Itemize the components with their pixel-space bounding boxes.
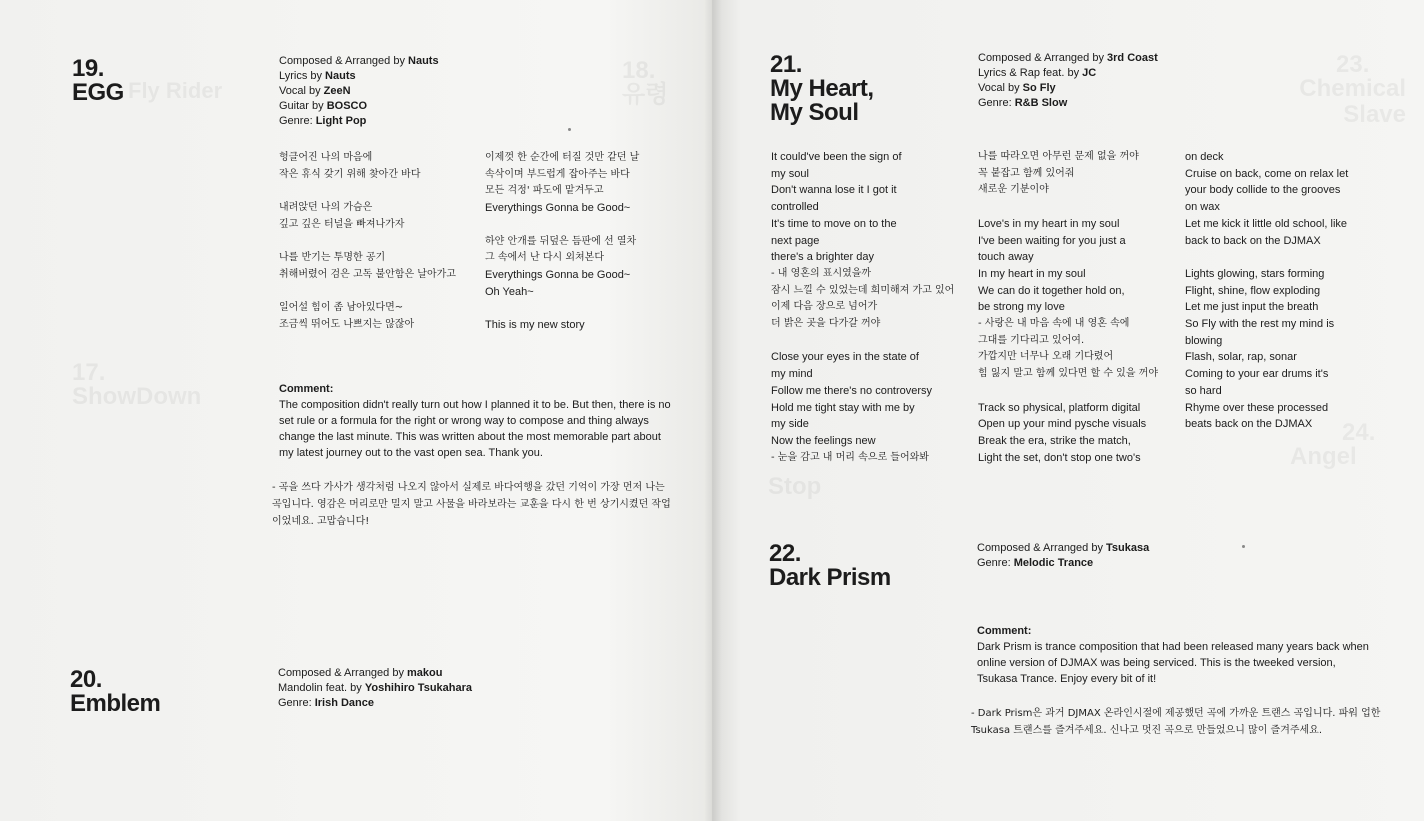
lyric-line: 그 속에서 난 다시 외쳐본다 (485, 252, 604, 264)
credit-line (977, 556, 1357, 571)
lyric-line: 힘 잃지 말고 함께 있다면 할 수 있을 꺼야 (978, 368, 1158, 380)
lyric-line: - 내 영혼의 표시였을까 (771, 267, 872, 279)
watermark-title: ShowDown (72, 383, 202, 410)
lyric-line: Hold me tight stay with me by (771, 401, 915, 414)
lyric-line: 이제껏 한 순간에 터질 것만 같던 날 (485, 152, 640, 163)
lyric-gap (1185, 249, 1385, 266)
lyric-line: Open up your mind pysche visuals (978, 418, 1147, 431)
credit-value: Melodic Trance (1013, 557, 1094, 569)
lyrics-column (771, 149, 971, 466)
watermark-number: 18. (622, 57, 656, 84)
lyric-line: Close your eyes in the state of (771, 351, 919, 364)
credit-label: Vocal by (279, 85, 324, 97)
lyric-line: on deck (1185, 151, 1224, 163)
credit-label: Genre: (978, 97, 1015, 109)
track-heading (72, 57, 124, 105)
lyric-line: 헝클어진 나의 마음에 (279, 152, 373, 163)
lyric-line: It could've been the sign of (771, 151, 902, 163)
lyric-line: Lights glowing, stars forming (1185, 267, 1325, 280)
credit-label: Composed & Arranged by (977, 542, 1107, 554)
lyric-line: 작은 휴식 갖기 위해 찾아간 바다 (279, 168, 421, 180)
lyric-line: 하얀 안개를 뒤덮은 듬판에 선 열차 (485, 235, 637, 247)
credit-value: BOSCO (326, 100, 368, 112)
watermark-title: Angel (1290, 443, 1357, 470)
lyric-line: so hard (1185, 384, 1222, 397)
credit-value: R&B Slow (1014, 97, 1068, 109)
lyric-line: next page (771, 234, 820, 247)
track-heading (70, 668, 160, 716)
lyric-gap (771, 333, 971, 350)
credit-value: JC (1082, 67, 1097, 79)
track-comment (279, 381, 671, 461)
track-credits (977, 541, 1357, 571)
lyric-gap (279, 183, 479, 200)
credit-value: Nauts (408, 55, 439, 67)
track-title: Dark Prism (769, 564, 891, 591)
lyric-line: beats back on the DJMAX (1185, 418, 1313, 431)
credit-value: Nauts (325, 70, 356, 82)
credit-value: ZeeN (323, 85, 351, 97)
lyric-line: I've been waiting for you just a (978, 234, 1126, 247)
lyric-line: 깊고 깊은 터널을 빠져나가자 (279, 218, 405, 230)
lyric-line: Don't wanna lose it I got it (771, 184, 897, 197)
watermark-number: 24. (1342, 419, 1376, 446)
comment-text-ko: - 곡을 쓰다 가사가 생각처럼 나오지 않아서 실제로 바다여행을 갔던 기억이 가장 먼저 나는 곡입니다. 영감은 머리로만 밀지 말고 사물을 바라보라는 교훈을 다시 한 번 상기시켰던 작업이었네요. 고맙습니다! (272, 482, 671, 527)
lyric-line: Everythings Gonna be Good~ (485, 268, 631, 281)
decorative-dot (568, 128, 571, 131)
lyric-line: be strong my love (978, 301, 1065, 314)
lyric-line: Let me just input the breath (1185, 301, 1319, 314)
lyric-line: 더 밝은 곳을 다가갈 꺼야 (771, 318, 881, 330)
lyrics-column (1185, 149, 1385, 433)
lyric-line: We can do it together hold on, (978, 284, 1125, 297)
lyric-line: there's a brighter day (771, 251, 874, 264)
lyric-line: my mind (771, 368, 813, 381)
track-title: Emblem (70, 690, 161, 717)
lyric-line: 모든 걱정' 파도에 맡겨두고 (485, 185, 604, 197)
lyric-line: Oh Yeah~ (485, 285, 534, 298)
lyric-gap (485, 300, 685, 317)
lyric-line: 조금씩 뛰어도 나쁘지는 않잖아 (279, 318, 415, 330)
watermark-title: Chemical Slave (1299, 75, 1406, 128)
credit-line (279, 84, 659, 99)
lyric-line: 내려앉던 나의 가슴은 (279, 202, 373, 214)
comment-heading: Comment: (279, 383, 334, 395)
lyric-line: Track so physical, platform digital (978, 401, 1141, 414)
track-title-line: My Soul (770, 99, 859, 126)
lyric-line: Let me kick it little old school, like (1185, 217, 1348, 230)
track-title-line: My Heart, (770, 75, 874, 102)
track-heading (770, 53, 874, 125)
lyric-line: Love's in my heart in my soul (978, 217, 1120, 230)
lyric-line: 새로운 기분이야 (978, 184, 1049, 196)
credit-label: Composed & Arranged by (279, 55, 409, 67)
track-number: 20. (70, 666, 102, 693)
lyric-line: blowing (1185, 334, 1223, 347)
booklet-page-right (712, 0, 1424, 821)
credit-label: Lyrics & Rap feat. by (978, 67, 1083, 79)
credit-line (978, 96, 1358, 111)
credit-value: makou (407, 667, 443, 679)
credit-label: Guitar by (279, 100, 327, 112)
lyric-line: 취해버렸어 검은 고독 불안함은 날아가고 (279, 268, 456, 280)
lyric-line: 이제 다음 장으로 넘어가 (771, 301, 878, 313)
lyric-line: Light the set, don't stop one two's (978, 451, 1141, 464)
lyric-line: Coming to your ear drums it's (1185, 368, 1329, 381)
lyric-line: 일어설 힘이 좀 남아있다면~ (279, 302, 404, 314)
track-number: 21. (770, 51, 802, 78)
lyric-line: 잠시 느낄 수 있었는데 희미해져 가고 있어 (771, 284, 955, 296)
credit-line (278, 696, 658, 711)
lyric-line: Cruise on back, come on relax let (1185, 167, 1349, 180)
lyric-line: So Fly with the rest my mind is (1185, 318, 1335, 331)
watermark-number: 17. (72, 359, 106, 386)
credit-line (978, 81, 1358, 96)
booklet-spine (704, 0, 722, 821)
watermark-number: 23. (1336, 51, 1370, 78)
lyric-line: Rhyme over these processed (1185, 401, 1329, 414)
credit-label: Composed & Arranged by (978, 52, 1108, 64)
lyric-gap (978, 383, 1178, 400)
watermark-title: 유령 (622, 81, 669, 108)
lyric-line: This is my new story (485, 319, 585, 331)
credit-label: Genre: (278, 697, 315, 709)
track-title: EGG (72, 79, 124, 106)
lyrics-column (279, 150, 479, 334)
lyric-line: - 눈을 감고 내 머리 속으로 들어와봐 (771, 451, 929, 463)
lyric-line: controlled (771, 201, 819, 214)
credit-value: Light Pop (315, 115, 367, 127)
credit-value: 3rd Coast (1107, 52, 1158, 64)
credit-line (977, 541, 1357, 556)
track-number: 22. (769, 540, 801, 567)
credit-line (279, 69, 659, 84)
credit-line (278, 681, 658, 696)
credit-label: Genre: (977, 557, 1014, 569)
lyric-line: 가깝지만 너무나 오래 기다렸어 (978, 351, 1114, 363)
lyric-line: 나를 반기는 투명한 공기 (279, 252, 386, 264)
lyric-line: Follow me there's no controversy (771, 384, 933, 397)
lyric-line: In my heart in my soul (978, 267, 1086, 280)
lyrics-column (485, 150, 685, 334)
lyric-line: 꼭 붙잡고 함께 있어줘 (978, 167, 1075, 179)
watermark-title: Stop (768, 473, 822, 500)
lyric-line: my soul (771, 167, 809, 180)
credit-value: So Fly (1022, 82, 1056, 94)
comment-text-en: The composition didn't really turn out how I planned it to be. But then, there is no set rule or a formula for the right or wrong way to compose and thing always change the last minute. This was written about the most memorable part about my latest journey out to the vast open sea. Thank you. (279, 399, 671, 459)
credit-label: Genre: (279, 115, 316, 127)
credit-line (279, 99, 659, 114)
lyric-gap (485, 217, 685, 234)
lyric-line: 나를 따라오면 아무런 문제 없을 꺼야 (978, 151, 1139, 162)
comment-text-en: Dark Prism is trance composition that had been released many years back when online version of DJMAX was being serviced. This is the tweeked version, Tsukasa Trance. Enjoy every bit of it! (977, 641, 1369, 685)
lyric-line: my side (771, 418, 809, 431)
credit-label: Mandolin feat. by (278, 682, 365, 694)
lyric-line: touch away (978, 251, 1034, 264)
lyric-line: - 사랑은 내 마음 속에 내 영혼 속에 (978, 318, 1130, 330)
lyric-line: back to back on the DJMAX (1185, 234, 1321, 247)
lyric-line: your body collide to the grooves (1185, 184, 1341, 197)
comment-text-ko: - Dark Prism은 과거 DJMAX 온라인시절에 제공했던 곡에 가까운 트랜스 곡입니다. 파워 업한 Tsukasa 트랜스를 즐겨주세요. 신나고 멋진 곡으로 만들었으니 많이 즐겨주세요. (971, 708, 1381, 736)
track-heading (769, 542, 891, 590)
lyrics-column (978, 149, 1178, 466)
lyric-line: Everythings Gonna be Good~ (485, 202, 631, 215)
lyric-line: Break the era, strike the match, (978, 434, 1131, 447)
credit-line (279, 54, 659, 69)
lyric-line: Flash, solar, rap, sonar (1185, 351, 1297, 364)
lyric-line: 속삭이며 부드럽게 잡아주는 바다 (485, 168, 630, 180)
credit-value: Tsukasa (1106, 542, 1150, 554)
credit-label: Vocal by (978, 82, 1023, 94)
credit-label: Lyrics by (279, 70, 326, 82)
lyric-line: It's time to move on to the (771, 217, 897, 230)
lyric-line: Now the feelings new (771, 434, 876, 447)
track-credits (278, 666, 658, 711)
comment-heading: Comment: (977, 625, 1032, 637)
credit-line (978, 51, 1358, 66)
track-number: 19. (72, 55, 104, 82)
lyric-line: Flight, shine, flow exploding (1185, 284, 1321, 297)
lyric-gap (978, 199, 1178, 216)
track-credits (978, 51, 1358, 111)
lyric-line: 그대를 기다리고 있어여. (978, 334, 1085, 346)
track-credits (279, 54, 659, 129)
credit-label: Composed & Arranged by (278, 667, 408, 679)
credit-value: Yoshihiro Tsukahara (364, 682, 473, 694)
credit-line (278, 666, 658, 681)
lyric-gap (279, 284, 479, 301)
watermark-title: Fly Rider (128, 78, 223, 103)
track-comment (977, 623, 1369, 687)
lyric-gap (279, 234, 479, 251)
credit-line (279, 114, 659, 129)
credit-line (978, 66, 1358, 81)
lyric-line: on wax (1185, 201, 1220, 214)
credit-value: Irish Dance (314, 697, 374, 709)
